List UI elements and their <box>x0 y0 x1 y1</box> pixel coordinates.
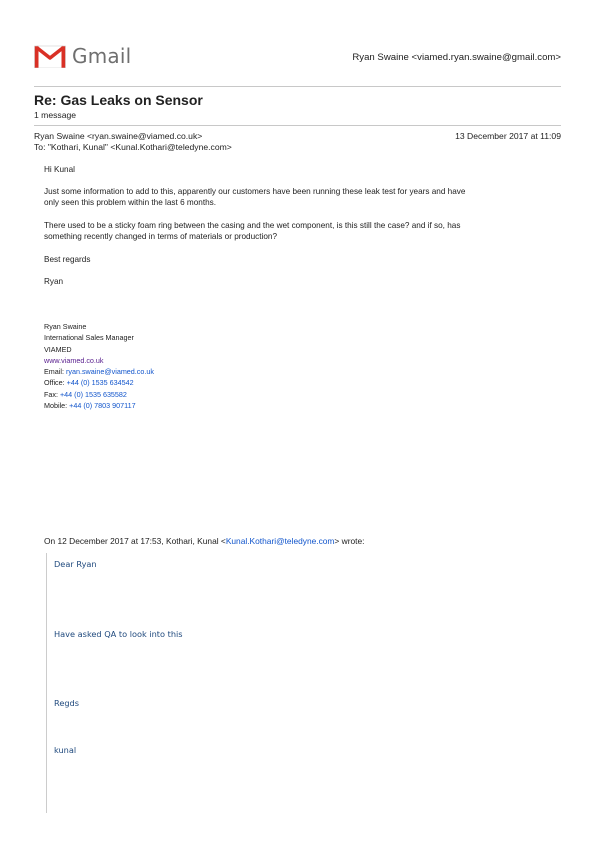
quote-attribution-email-link[interactable]: Kunal.Kothari@teledyne.com <box>225 536 335 546</box>
message-recipient: To: "Kothari, Kunal" <Kunal.Kothari@teledyne.com> <box>34 142 232 152</box>
gmail-header <box>34 44 561 74</box>
signature-fax-label: Fax: <box>44 389 58 399</box>
gmail-envelope-icon <box>34 44 66 68</box>
message-paragraph-2-line-2: something recently changed in terms of materials or production? <box>44 232 278 241</box>
gmail-logo[interactable] <box>34 44 131 68</box>
quoted-closing: Regds <box>54 698 80 708</box>
message-closing: Best regards <box>44 255 91 264</box>
signature-company: VIAMED <box>44 344 72 354</box>
message-greeting: Hi Kunal <box>44 165 75 174</box>
message-divider <box>34 125 561 126</box>
signature-email-label: Email: <box>44 367 64 377</box>
quoted-name: kunal <box>54 745 77 755</box>
quote-attribution <box>44 536 364 546</box>
message-paragraph-1-line-2: only seen this problem within the last 6 months. <box>44 198 217 207</box>
thread-subject: Re: Gas Leaks on Sensor <box>34 92 203 108</box>
signature-email-link[interactable]: ryan.swaine@viamed.co.uk <box>65 367 154 377</box>
signature-office-phone-link[interactable]: +44 (0) 1535 634542 <box>66 378 134 388</box>
quote-border <box>46 553 47 813</box>
signature-office-label: Office: <box>44 378 65 388</box>
message-count: 1 message <box>34 110 77 120</box>
signature-fax-link[interactable]: +44 (0) 1535 635582 <box>59 389 127 399</box>
message-date: 13 December 2017 at 11:09 <box>455 131 561 141</box>
message-paragraph-1-line-1: Just some information to add to this, apparently our customers have been running these leak test for years and have <box>44 187 466 196</box>
signature-name: Ryan Swaine <box>44 322 87 331</box>
signature-title: International Sales Manager <box>44 333 134 343</box>
email-signature <box>44 321 154 411</box>
message-sender: Ryan Swaine <ryan.swaine@viamed.co.uk> <box>34 131 203 141</box>
message-signoff-name: Ryan <box>44 277 64 286</box>
quote-attribution-suffix: > wrote: <box>334 536 365 546</box>
header-divider <box>34 86 561 87</box>
signature-mobile-phone-link[interactable]: +44 (0) 7803 907117 <box>69 401 136 411</box>
quoted-greeting: Dear Ryan <box>54 559 97 569</box>
quote-attribution-prefix: On 12 December 2017 at 17:53, Kothari, Kunal < <box>44 536 226 546</box>
signature-mobile-label: Mobile: <box>44 401 68 411</box>
signature-website-link[interactable]: www.viamed.co.uk <box>44 355 104 365</box>
message-paragraph-2-line-1: There used to be a sticky foam ring between the casing and the wet component, is this still the case? and if so, has <box>44 221 461 230</box>
gmail-logo-text: Gmail <box>72 44 132 68</box>
account-email: Ryan Swaine <viamed.ryan.swaine@gmail.com> <box>352 52 561 63</box>
quoted-line-1: Have asked QA to look into this <box>54 629 183 639</box>
